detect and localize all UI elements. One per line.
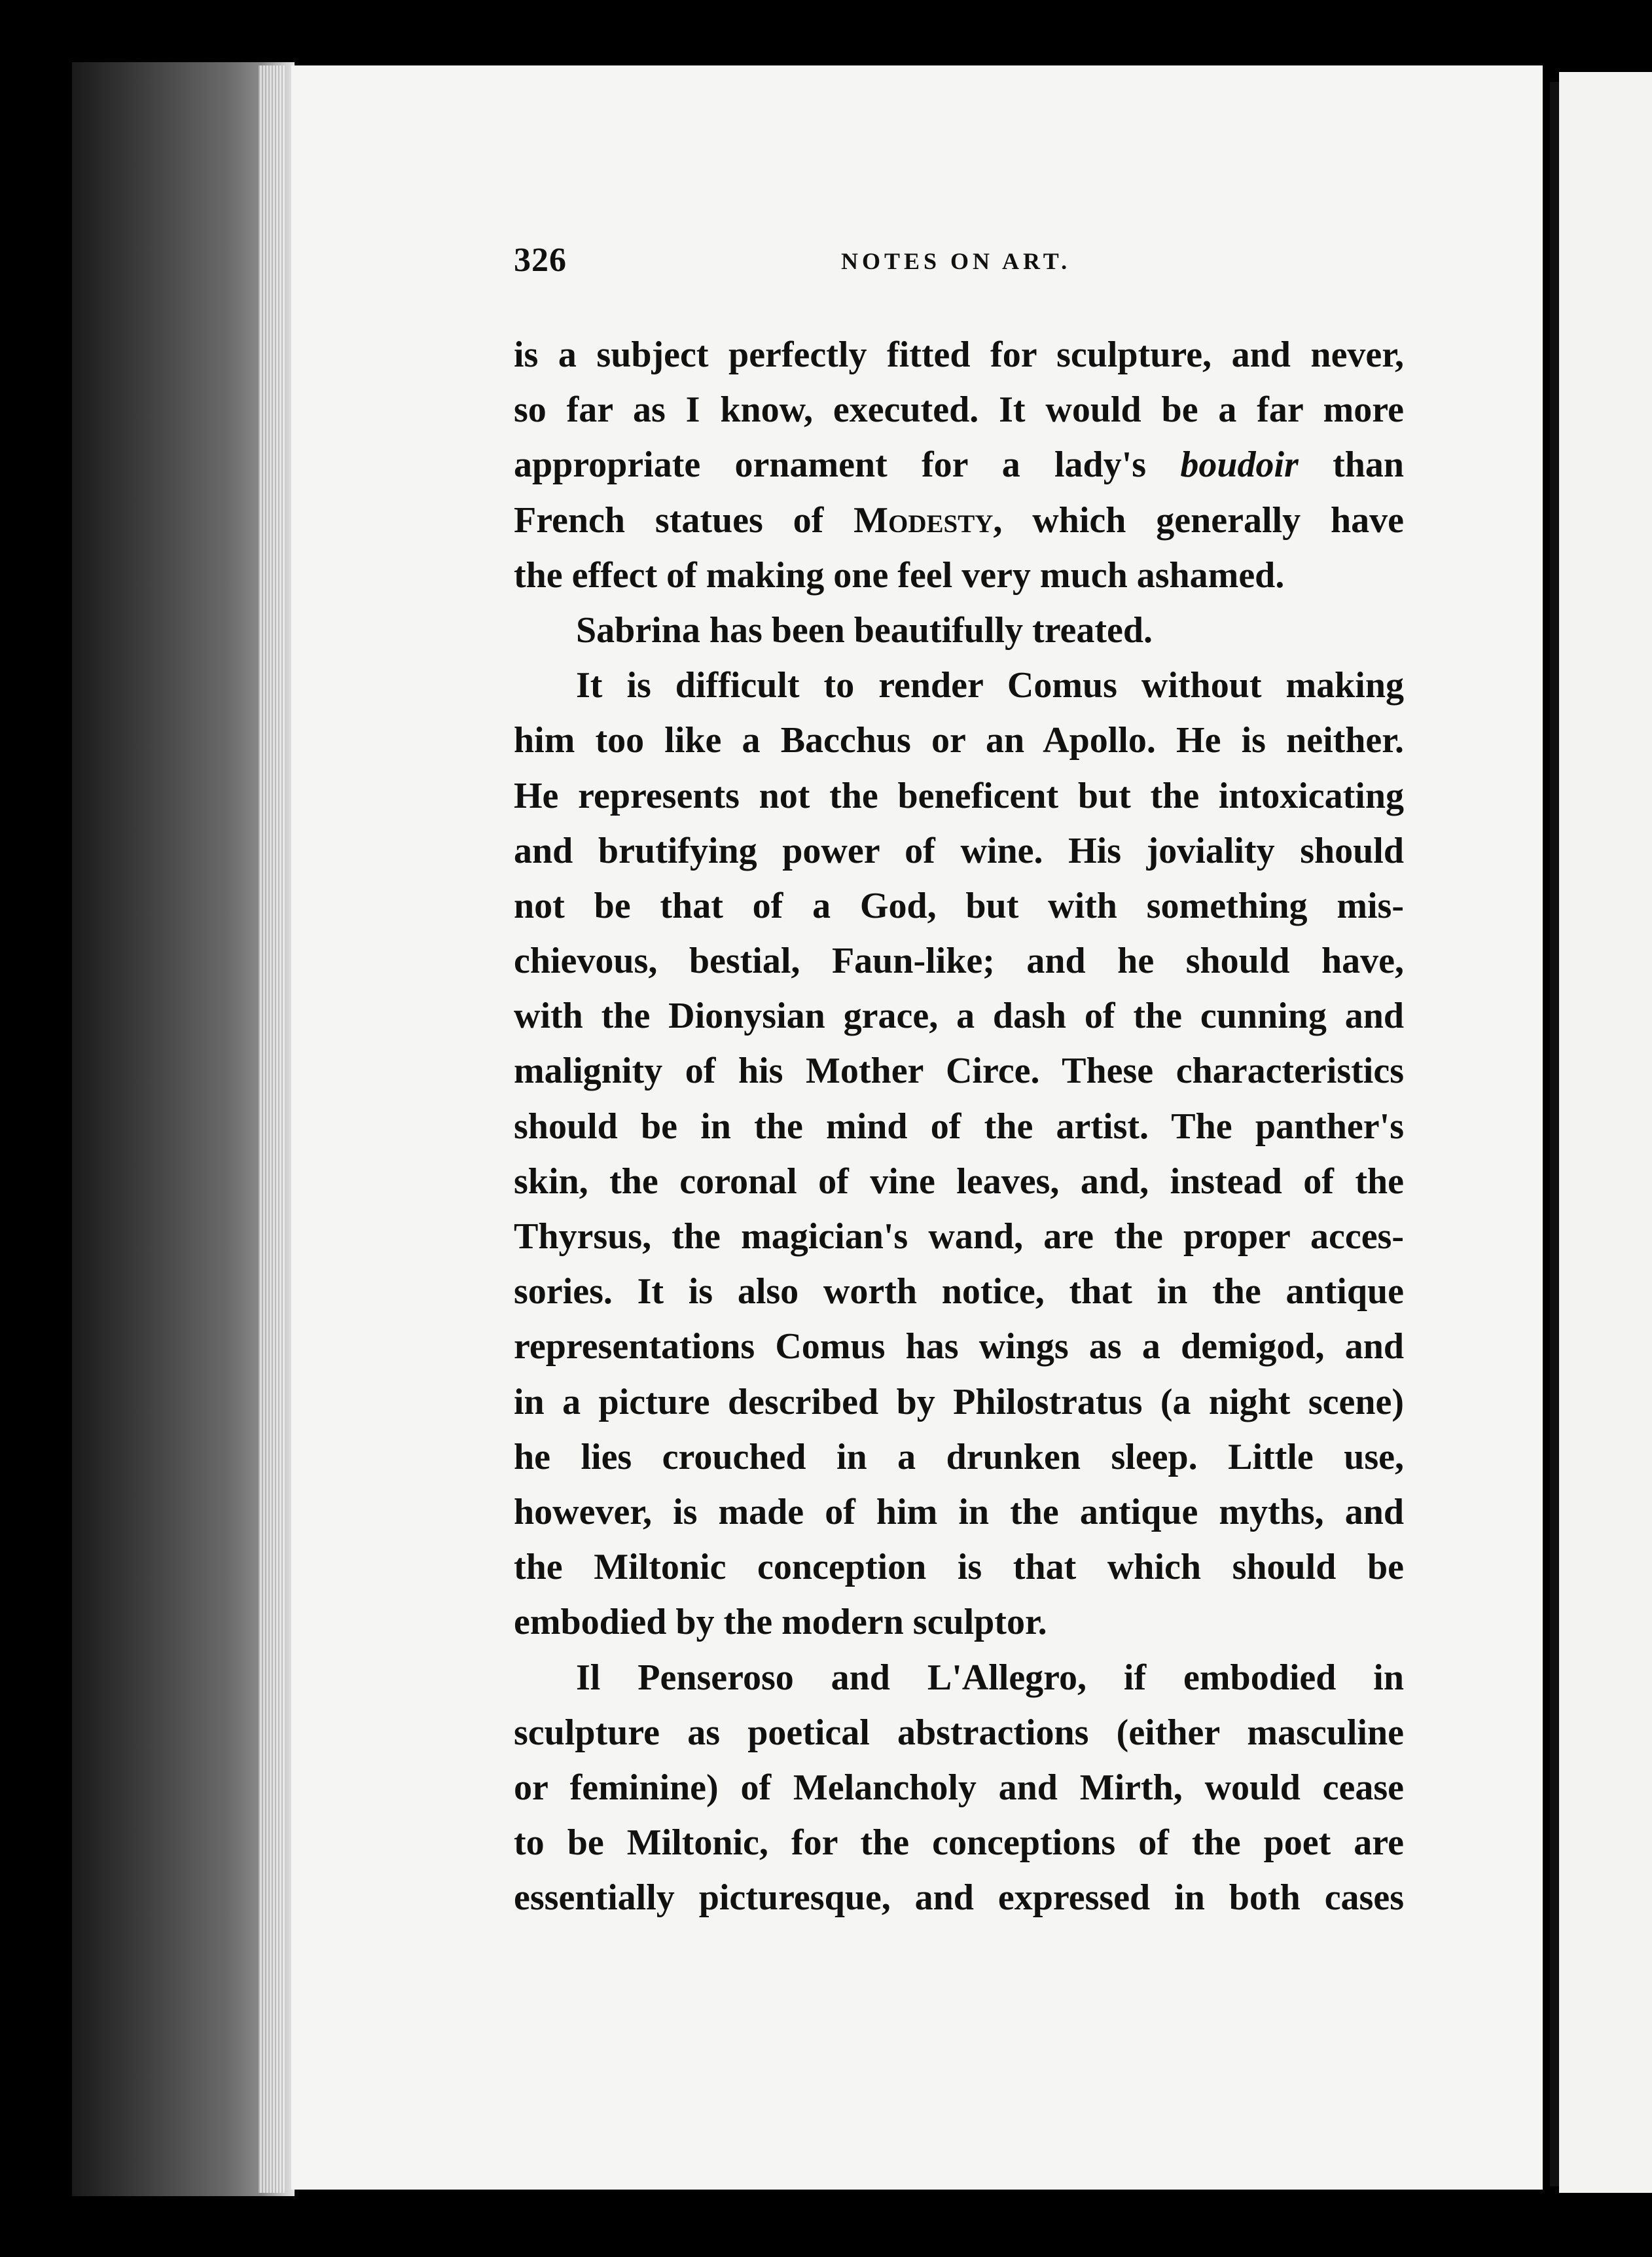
running-head: NOTES ON ART. bbox=[841, 248, 1071, 274]
text-line: essentially picturesque, and expressed in both cases bbox=[514, 1877, 1404, 1919]
text-line: the effect of making one feel very much ashamed. bbox=[514, 554, 1285, 596]
text-line: he lies crouched in a drunken sleep. Little use, bbox=[514, 1436, 1404, 1477]
text-run: , which generally have bbox=[993, 499, 1404, 541]
text-line bbox=[514, 493, 1404, 548]
text-line: representations Comus has wings as a demigod, and bbox=[514, 1326, 1404, 1367]
text-line: is a subject perfectly fitted for sculpture, and never, bbox=[514, 334, 1404, 375]
italic-word: boudoir bbox=[1180, 444, 1299, 486]
text-line: or feminine) of Melancholy and Mirth, would cease bbox=[514, 1767, 1404, 1808]
text-line: should be in the mind of the artist. The panther's bbox=[514, 1106, 1404, 1147]
text-run: appropriate ornament for a lady's bbox=[514, 444, 1181, 486]
text-line: the Miltonic conception is that which should be bbox=[514, 1547, 1404, 1588]
text-run: than bbox=[1298, 444, 1405, 486]
text-line: sories. It is also worth notice, that in the antique bbox=[514, 1271, 1404, 1312]
text-line: Thyrsus, the magician's wand, are the proper acces- bbox=[514, 1216, 1404, 1257]
text-line bbox=[514, 437, 1404, 492]
text-line: to be Miltonic, for the conceptions of the poet are bbox=[514, 1822, 1404, 1864]
text-line: him too like a Bacchus or an Apollo. He is neither. bbox=[514, 720, 1404, 761]
text-line: however, is made of him in the antique myths, and bbox=[514, 1491, 1404, 1532]
text-line: in a picture described by Philostratus (a night scene) bbox=[514, 1381, 1404, 1422]
text-run: French statues of bbox=[514, 499, 854, 541]
text-line: It is difficult to render Comus without making bbox=[576, 665, 1404, 706]
text-line: malignity of his Mother Circe. These characteristics bbox=[514, 1051, 1404, 1092]
text-line: and brutifying power of wine. His joviality should bbox=[514, 830, 1404, 871]
text-line: embodied by the modern sculptor. bbox=[514, 1602, 1047, 1643]
page-stack-edge bbox=[259, 65, 285, 2193]
page-header bbox=[514, 241, 1404, 280]
small-caps-word: Modesty bbox=[853, 499, 994, 541]
text-line: chievous, bestial, Faun-like; and he should have, bbox=[514, 941, 1404, 982]
text-line: not be that of a God, but with something mis- bbox=[514, 885, 1404, 926]
text-line: sculpture as poetical abstractions (either masculine bbox=[514, 1712, 1404, 1753]
text-line: with the Dionysian grace, a dash of the cunning and bbox=[514, 996, 1404, 1037]
facing-page-edge bbox=[1559, 72, 1652, 2193]
page-number: 326 bbox=[514, 242, 567, 279]
text-line: skin, the coronal of vine leaves, and, instead of the bbox=[514, 1161, 1404, 1202]
text-line: Sabrina has been beautifully treated. bbox=[576, 609, 1153, 651]
text-line: He represents not the beneficent but the intoxicating bbox=[514, 775, 1404, 816]
text-line: so far as I know, executed. It would be a far more bbox=[514, 389, 1404, 431]
gutter-shadow bbox=[1550, 82, 1559, 2186]
text-line: Il Penseroso and L'Allegro, if embodied in bbox=[576, 1657, 1404, 1698]
body-text bbox=[514, 327, 1404, 1925]
